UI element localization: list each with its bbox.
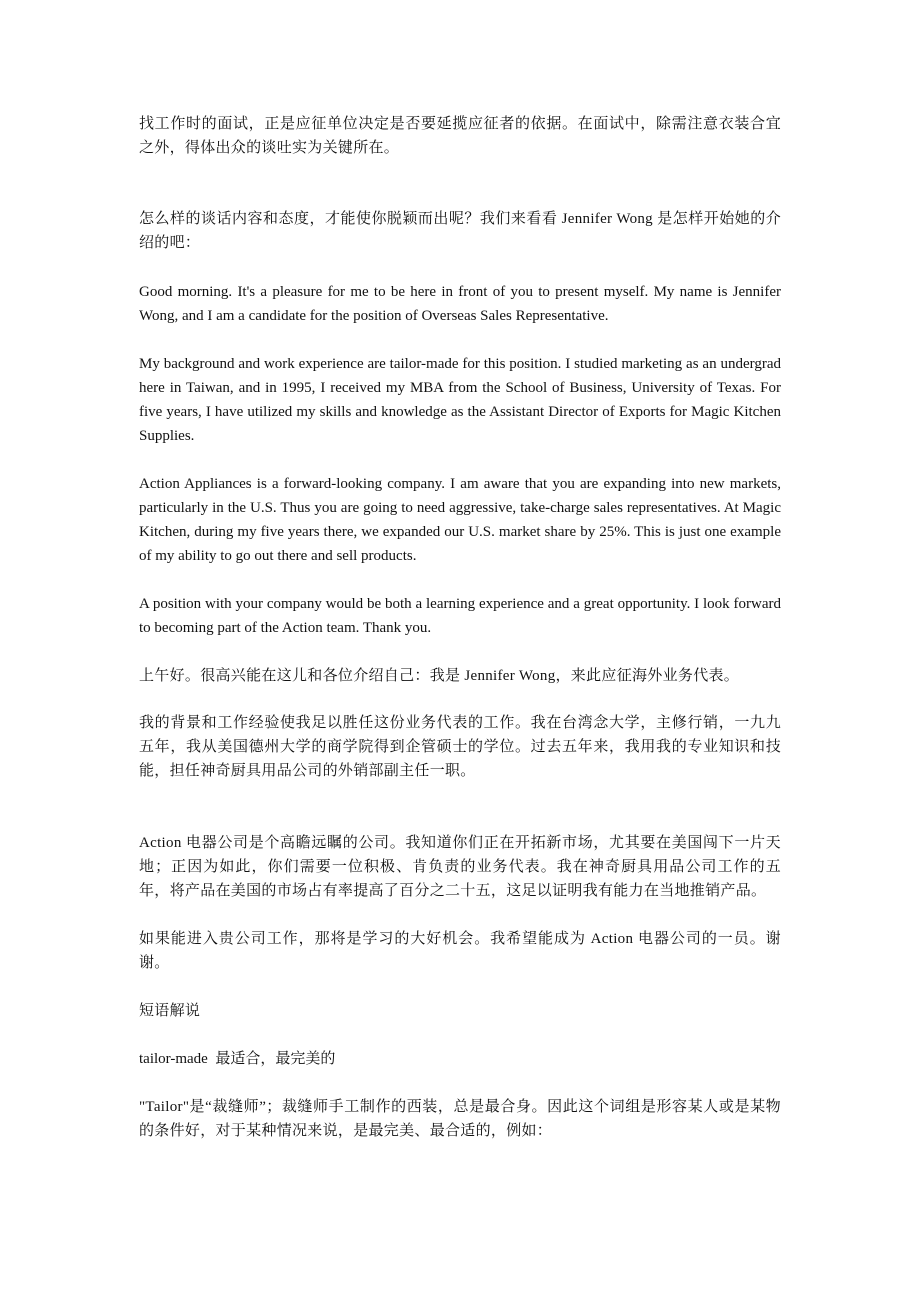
question-paragraph: 怎么样的谈话内容和态度，才能使你脱颖而出呢？我们来看看 Jennifer Wong 是怎样开始她的介绍的吧： xyxy=(139,211,781,251)
phrase-section-heading: 短语解说 xyxy=(139,1003,201,1019)
chinese-greeting-paragraph: 上午好。很高兴能在这儿和各位介绍自己：我是 Jennifer Wong，来此应征海外业务代表。 xyxy=(139,668,740,684)
document-body xyxy=(139,112,781,1143)
chinese-background-paragraph: 我的背景和工作经验使我足以胜任这份业务代表的工作。我在台湾念大学，主修行销，一九九五年，我从美国德州大学的商学院得到企管硕士的学位。过去五年来，我用我的专业知识和技能，担任神奇厨具用品公司的外销部副主任一职。 xyxy=(139,715,781,779)
phrase-explanation-paragraph: "Tailor"是“裁缝师”；裁缝师手工制作的西装，总是最合身。因此这个词组是形容某人或是某物的条件好，对于某种情况来说，是最完美、最合适的，例如： xyxy=(139,1099,781,1139)
phrase-term-line: tailor-made 最适合，最完美的 xyxy=(139,1051,336,1067)
intro-paragraph: 找工作时的面试，正是应征单位决定是否要延揽应征者的依据。在面试中，除需注意衣装合宜之外，得体出众的谈吐实为关键所在。 xyxy=(139,116,781,156)
english-greeting-paragraph: Good morning. It's a pleasure for me to be here in front of you to present myself. My name is Jennifer Wong, and I am a candidate for the position of Overseas Sales Representative. xyxy=(139,284,781,324)
chinese-closing-paragraph: 如果能进入贵公司工作，那将是学习的大好机会。我希望能成为 Action 电器公司的一员。谢谢。 xyxy=(139,931,781,971)
english-company-paragraph: Action Appliances is a forward-looking company. I am aware that you are expanding into new markets, particularly in the U.S. Thus you are going to need aggressive, take-charge sales representatives. At Magic Kitchen, during my five years there, we expanded our U.S. market share by 25%. This is just one example of my ability to go out there and sell products. xyxy=(139,476,781,564)
english-closing-paragraph: A position with your company would be both a learning experience and a great opportunity. I look forward to becoming part of the Action team. Thank you. xyxy=(139,596,781,636)
english-background-paragraph: My background and work experience are tailor-made for this position. I studied marketing as an undergrad here in Taiwan, and in 1995, I received my MBA from the School of Business, University of Texas. For five years, I have utilized my skills and knowledge as the Assistant Director of Exports for Magic Kitchen Supplies. xyxy=(139,356,781,444)
chinese-company-paragraph: Action 电器公司是个高瞻远瞩的公司。我知道你们正在开拓新市场，尤其要在美国闯下一片天地；正因为如此，你们需要一位积极、肯负责的业务代表。我在神奇厨具用品公司工作的五年，将产品在美国的市场占有率提高了百分之二十五，这足以证明我有能力在当地推销产品。 xyxy=(139,835,781,899)
